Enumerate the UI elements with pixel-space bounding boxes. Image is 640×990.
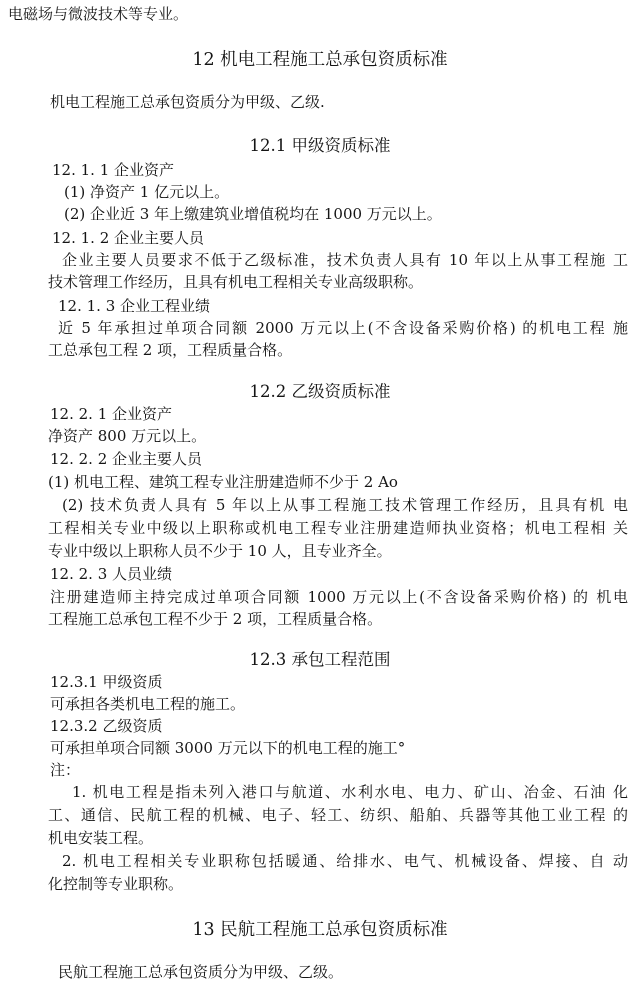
section-heading-13: 13 民航工程施工总承包资质标准 [192, 920, 448, 940]
section-heading-12: 12 机电工程施工总承包资质标准 [192, 50, 448, 70]
text-line: 民航工程施工总承包资质分为甲级、乙级。 [58, 963, 344, 981]
text-line: 电磁场与微波技术等专业。 [8, 5, 189, 23]
text-line: 机电安装工程。 [48, 829, 154, 847]
text-line: 可承担单项合同额 3000 万元以下的机电工程的施工° [50, 739, 406, 757]
clause-heading: 12. 2. 2 企业主要人员 [50, 450, 203, 468]
clause-heading: 12. 2. 1 企业资产 [50, 405, 173, 423]
text-line: 工程施工总承包工程不少于 2 项，工程质量合格。 [48, 610, 383, 628]
text-line: 工、通信、民航工程的机械、电子、轻工、纺织、船舶、兵器等其他工业工程 的 [48, 806, 628, 824]
text-line: 注册建造师主持完成过单项合同额 1000 万元以上(不含设备采购价格) 的 机电 [50, 588, 628, 606]
note-item: 2. 机电工程相关专业职称包括暖通、给排水、电气、机械设备、焊接、自 动 [62, 852, 628, 870]
list-item: (2) 技术负责人具有 5 年以上从事工程施工技术管理工作经历，且具有机 电 [62, 496, 628, 514]
text-line: 企业主要人员要求不低于乙级标准，技术负责人具有 10 年以上从事工程施 工 [62, 251, 628, 269]
note-label: 注： [50, 761, 81, 779]
subsection-heading-12-1: 12.1 甲级资质标准 [249, 136, 391, 155]
clause-heading: 12.3.1 甲级资质 [50, 673, 163, 691]
text-line: 专业中级以上职称人员不少于 10 人，且专业齐全。 [48, 542, 392, 560]
clause-heading: 12. 1. 3 企业工程业绩 [58, 297, 211, 315]
text-line: 净资产 800 万元以上。 [48, 427, 207, 445]
clause-heading: 12.3.2 乙级资质 [50, 717, 163, 735]
subsection-heading-12-2: 12.2 乙级资质标准 [249, 382, 391, 401]
text-line: 近 5 年承担过单项合同额 2000 万元以上(不含设备采购价格) 的机电工程 施 [58, 319, 628, 337]
text-line: 技术管理工作经历，且具有机电工程相关专业高级职称。 [48, 273, 424, 291]
text-line: 工程相关专业中级以上职称或机电工程专业注册建造师执业资格；机电工程相 关 [48, 519, 628, 537]
text-line: 化控制等专业职称。 [48, 875, 184, 893]
text-line: 机电工程施工总承包资质分为甲级、乙级. [50, 93, 325, 111]
subsection-heading-12-3: 12.3 承包工程范围 [249, 650, 391, 669]
clause-heading: 12. 1. 1 企业资产 [52, 161, 175, 179]
list-item: (1) 净资产 1 亿元以上。 [64, 183, 230, 201]
clause-heading: 12. 2. 3 人员业绩 [50, 565, 173, 583]
clause-heading: 12. 1. 2 企业主要人员 [52, 229, 205, 247]
text-line: 工总承包工程 2 项，工程质量合格。 [48, 341, 293, 359]
list-item: (1) 机电工程、建筑工程专业注册建造师不少于 2 Ao [48, 473, 398, 491]
list-item: (2) 企业近 3 年上缴建筑业增值税均在 1000 万元以上。 [64, 205, 442, 223]
text-line: 可承担各类机电工程的施工。 [50, 695, 246, 713]
note-item: 1. 机电工程是指未列入港口与航道、水利水电、电力、矿山、冶金、石油 化 [72, 783, 628, 801]
